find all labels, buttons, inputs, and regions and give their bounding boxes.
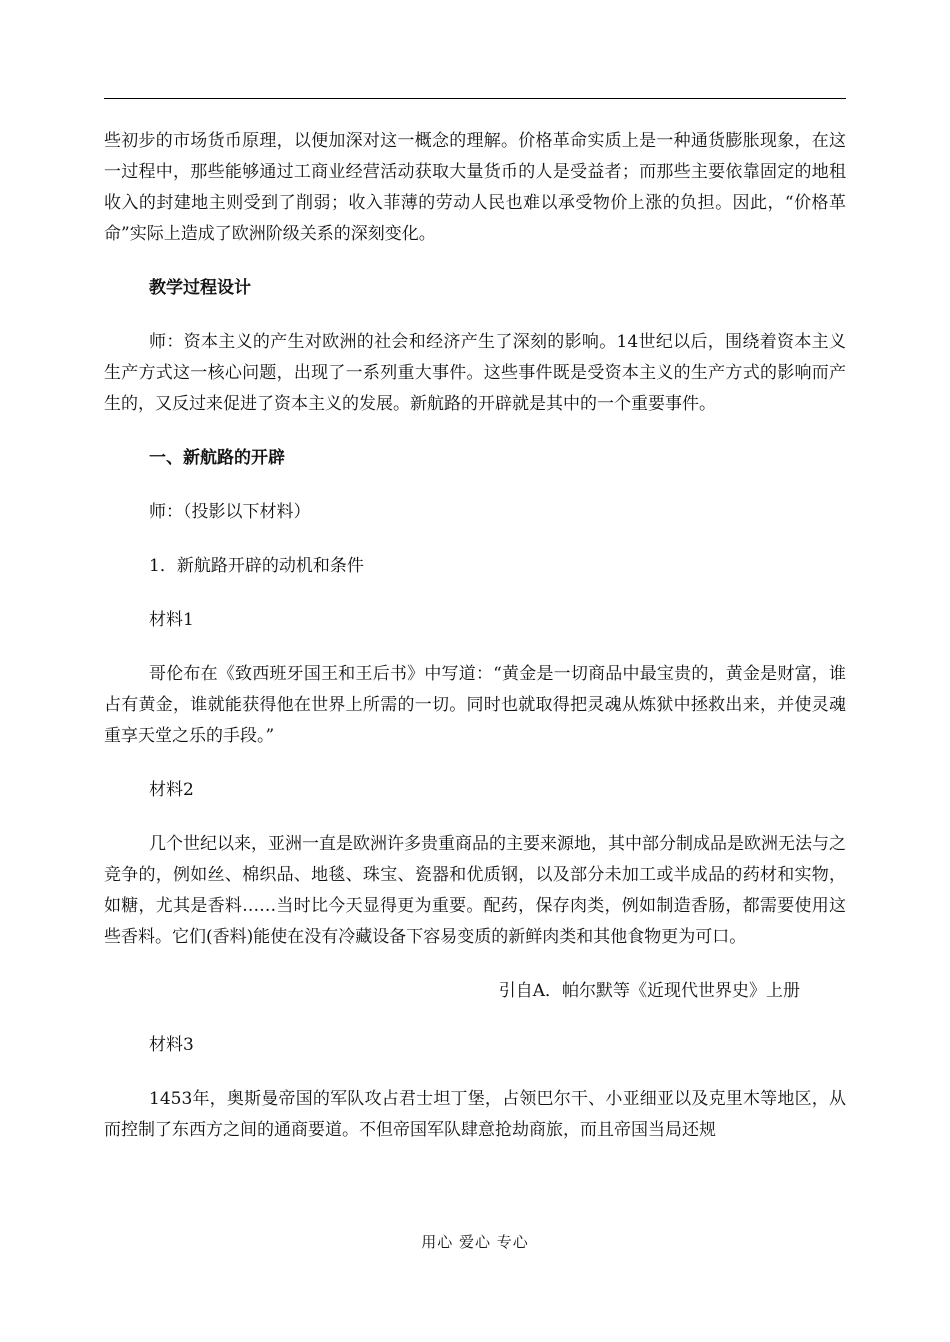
material-2-citation: 引自A．帕尔默等《近现代世界史》上册 xyxy=(498,981,800,1001)
subsection-heading-motives: 1．新航路开辟的动机和条件 xyxy=(149,556,364,576)
section-heading-teaching-design: 教学过程设计 xyxy=(149,278,251,298)
material-label-3: 材料3 xyxy=(149,1035,194,1055)
material-label-2: 材料2 xyxy=(149,780,194,800)
material-3-text: 1453年，奥斯曼帝国的军队攻占君士坦丁堡，占领巴尔干、小亚细亚以及克里木等地区，从而控制了东西方之间的通商要道。不但帝国军队肆意抢劫商旅，而且帝国当局还规 xyxy=(104,1089,846,1140)
paragraph-teacher-intro: 师：资本主义的产生对欧洲的社会和经济产生了深刻的影响。14世纪以后，围绕着资本主义生产方式这一核心问题，出现了一系列重大事件。这些事件既是受资本主义的生产方式的影响而产生的，又反过来促进了资本主义的发展。新航路的开辟就是其中的一个重要事件。 xyxy=(104,332,846,414)
material-label-1: 材料1 xyxy=(149,610,194,630)
header-rule xyxy=(104,98,846,99)
material-2-text: 几个世纪以来，亚洲一直是欧洲许多贵重商品的主要来源地，其中部分制成品是欧洲无法与之竞争的，例如丝、棉织品、地毯、珠宝、瓷器和优质钢，以及部分未加工或半成品的药材和实物，如糖，尤其是香料……当时比今天显得更为重要。配药，保存肉类，例如制造香肠，都需要使用这些香料。它们(香料)能使在没有冷藏设备下容易变质的新鲜肉类和其他食物更为可口。 xyxy=(104,834,846,947)
document-body xyxy=(104,126,846,1146)
teacher-projection-note: 师：（投影以下材料） xyxy=(149,502,311,522)
section-heading-new-routes: 一、新航路的开辟 xyxy=(149,448,285,468)
paragraph-price-revolution: 些初步的市场货币原理，以便加深对这一概念的理解。价格革命实质上是一种通货膨胀现象，在这一过程中，那些能够通过工商业经营活动获取大量货币的人是受益者；而那些主要依靠固定的地租收入的封建地主则受到了削弱；收入菲薄的劳动人民也难以承受物价上涨的负担。因此，“价格革命”实际上造成了欧洲阶级关系的深刻变化。 xyxy=(104,131,846,244)
page-footer: 用心 爱心 专心 xyxy=(421,1233,529,1251)
material-1-text: 哥伦布在《致西班牙国王和王后书》中写道：“黄金是一切商品中最宝贵的，黄金是财富，谁占有黄金，谁就能获得他在世界上所需的一切。同时也就取得把灵魂从炼狱中拯救出来，并使灵魂重享天堂之乐的手段。” xyxy=(104,664,846,746)
